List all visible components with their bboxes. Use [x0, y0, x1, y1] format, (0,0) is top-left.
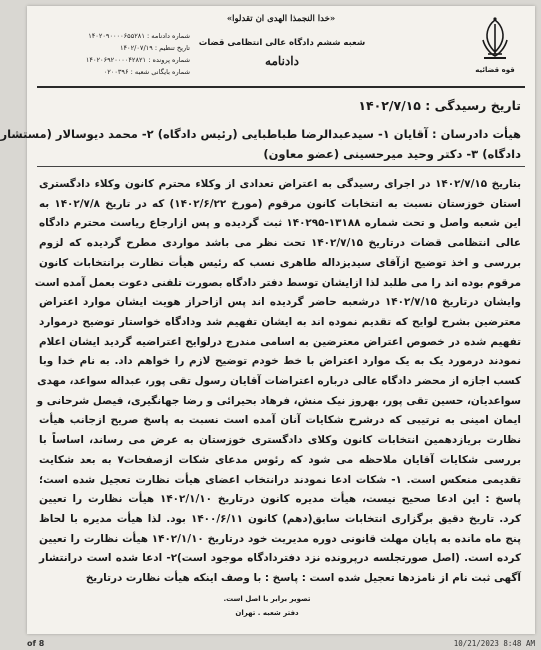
- judges-line-2: دادگاه) ۳- دکتر وحید میرحسینی (عضو معاون): [263, 147, 521, 161]
- body-divider: [37, 166, 525, 167]
- document-meta: [45, 30, 190, 78]
- meta-case-number: شماره پرونده : ۱۴۰۲۰۶۹۲۰۰۰۰۴۲۸۲۱: [85, 56, 190, 64]
- body-line: بررسی شکایات آقایان ملاحظه می شود که رئوس مدعای شکات ازصفحات۷ به بعد شکایت: [39, 453, 521, 466]
- body-line: بررسی و اخذ توضیح ازآقای سیدیزداله طاهری نسب که رئیس هیأت نظارت برانتخابات کانون: [39, 256, 521, 269]
- page-indicator: of 8: [27, 639, 45, 648]
- hearing-date: تاریخ رسیدگی : ۱۴۰۲/۷/۱۵: [358, 98, 521, 113]
- body-line: تفهیم شده در خصوص اعتراض معترضین به اسامی مندرج درلوایح اعتراضیه گردید ایشان اعلام: [39, 335, 521, 348]
- body-line: عالی انتظامی قضات درتاریخ ۱۴۰۲/۷/۱۵ تحت نظر می باشد مواردی مطرح گردیده که لزوم: [39, 237, 522, 250]
- body-line: کرد. تاریخ دقیق برگزاری انتخابات سابق(دهم) کانون ۱۴۰۰/۶/۱۱ بود. لذا هیأت مدیره با لحاظ: [39, 512, 521, 525]
- document-page: [0, 6, 535, 634]
- body-line: پاسخ : این ادعا صحیح نیست، هیأت مدیره کانون درتاریخ ۱۴۰۲/۱/۱۰ هیأت نظارت را تعیین: [39, 493, 521, 506]
- body-line: پنج ماه مانده به پایان مهلت قانونی دوره مدیریت خود درتاریخ ۱۴۰۲/۱/۱۰ هیأت نظارت را تعیین: [39, 532, 521, 545]
- header-motto: «خدا النجمذا الهدی ان تقدلوا»: [226, 14, 336, 24]
- body-line: معترضین بشرح لوایح که تقدیم نموده اند به ایشان تفهیم شد ودادگاه خواستار توضیح درموارد: [39, 315, 521, 328]
- judiciary-emblem-icon: [475, 16, 515, 62]
- document-type: دادنامه: [265, 54, 299, 68]
- meta-issue-date: تاریخ تنظیم : ۱۴۰۲/۰۷/۱۹: [119, 44, 190, 52]
- court-title: [197, 38, 367, 68]
- emblem-caption: قوه قضائیه: [475, 66, 515, 74]
- body-line: تقدیمی منعکس است. ۱- شکات ادعا نمودند درانتخاب اعضای هیأت نظارت تعجیل شده است؛: [39, 473, 521, 486]
- body-line: بتاریخ ۱۴۰۲/۷/۱۵ در اجرای رسیدگی به اعتراض تعدادی از وکلاء محترم کانون وکلاء دادگستری: [39, 178, 521, 190]
- body-line: وایشان درتاریخ ۱۴۰۲/۷/۱۵ درشعبه حاضر گردیده اند پس ازاحراز هویت ایشان موارد اعتراض: [39, 296, 521, 309]
- body-line: استان خوزستان نسبت به انتخابات کانون مرقوم (مورخ ۱۴۰۲/۶/۲۲) که در تاریخ ۱۴۰۲/۷/۸ به: [39, 197, 521, 210]
- body-line: مرقوم بوده اند را می طلبد لذا ازایشان توسط دفتر دادگاه بصورت تلفنی دعوت بعمل آمده است: [34, 276, 521, 289]
- body-line: نظارت بریازدهمین انتخابات کانون وکلای دادگستری خوزستان به عرض می رساند، اساساً با: [39, 434, 521, 447]
- print-timestamp: 10/21/2023 8:48 AM: [453, 639, 535, 648]
- body-line: کسب اجازه از محضر دادگاه عالی درباره اعتراضات آقایان رسول تقی پور، عبداله سواعد، مهدی: [37, 375, 521, 387]
- header-divider: [37, 86, 525, 88]
- court-branch: شعبه ششم دادگاه عالی انتظامی قضات: [198, 38, 366, 48]
- meta-verdict-number: شماره دادنامه : ۱۴۰۲۰۹۰۰۰۰۶۵۵۲۸۱: [88, 32, 190, 40]
- judges-line-1: هیأت دادرسان : آقایان ۱- سیدعبدالرضا طباطبایی (رئیس دادگاه) ۲- محمد دیوسالار (مستشار: [0, 127, 521, 141]
- body-line: کرده است. (اصل صورتجلسه درپرونده نزد دفتردادگاه موجود است)۲- ادعا شده است درانتشار: [39, 552, 521, 565]
- certified-copy-note: تصویر برابر با اصل است.: [223, 595, 311, 603]
- body-line: سواعدیان، حسین تقی پور، بهروز نیک منش، فرهاد بحیرائی و رضا جهانگیری، فیصل شرحانی و: [36, 394, 521, 407]
- branch-office: دفتر شعبه . تهران: [235, 609, 299, 617]
- body-line: ایمان امینی به ترتیبی که درشرح شکایات آنان آمده است نسبت به پاسخ صریح ازجانب هیأت: [39, 414, 521, 427]
- body-line: این شعبه واصل و تحت شماره ۱۳۱۸۸-۱۴۰۲۹۵ ثبت گردیده و پس ازارجاع ریاست محترم دادگاه: [39, 217, 521, 230]
- body-line: آگهی ثبت نام از نامزدها تعجیل شده است : پاسخ : با وصف اینکه هیأت نظارت درتاریخ: [85, 572, 521, 584]
- meta-archive-number: شماره بایگانی شعبه : ۰۲۰۰۳۹۶: [103, 68, 190, 76]
- body-line: نمودند درمورد یک به یک موارد اعتراض با خط خودم توضیح لازم را خواهم داد. به نام خدا وبا: [39, 355, 521, 368]
